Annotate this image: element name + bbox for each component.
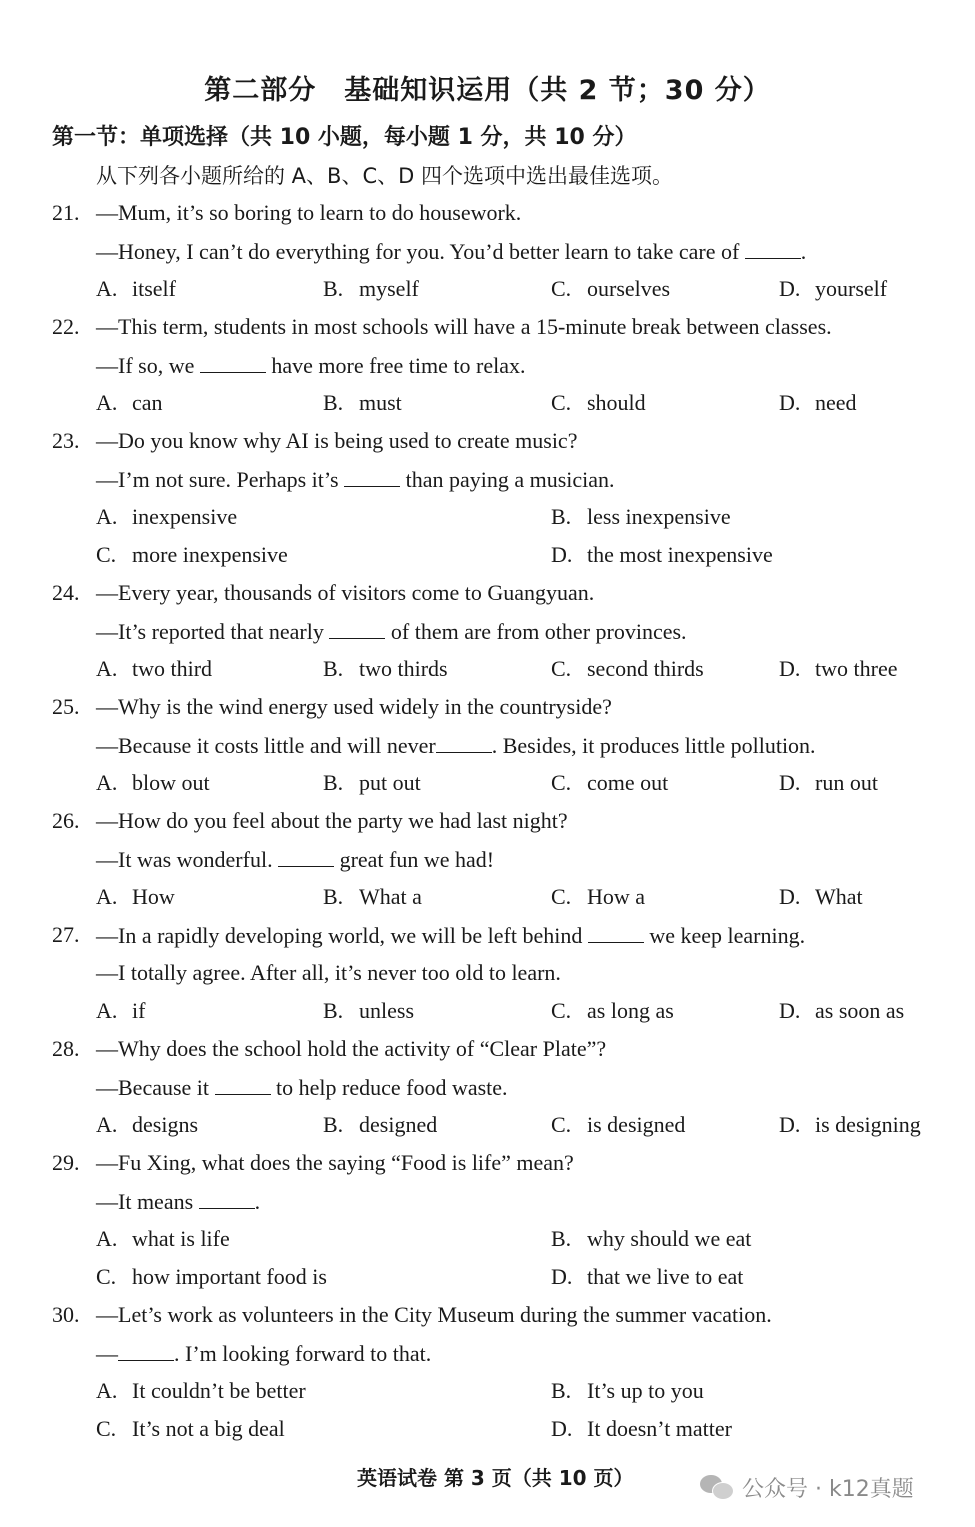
- option-letter: D.: [779, 884, 801, 909]
- dialogue-text: —In a rapidly developing world, we will be left behind: [96, 923, 588, 948]
- option-letter: A.: [96, 998, 118, 1023]
- section-heading: 第一节：单项选择（共 10 小题，每小题 1 分，共 10 分）: [52, 125, 637, 150]
- option-text: yourself: [815, 276, 888, 301]
- option-text: come out: [587, 770, 669, 795]
- answer-blank: [118, 1338, 174, 1361]
- option-letter: A.: [96, 1226, 118, 1251]
- answer-option[interactable]: [551, 502, 731, 532]
- answer-option[interactable]: [779, 882, 863, 912]
- answer-option[interactable]: [551, 996, 674, 1026]
- dialogue-text: —Every year, thousands of visitors come to Guangyuan.: [96, 580, 595, 605]
- watermark: [700, 1470, 914, 1504]
- question-number: 25.: [52, 694, 80, 719]
- option-letter: C.: [551, 884, 572, 909]
- dialogue-line: [96, 464, 615, 495]
- dialogue-line: [96, 426, 577, 456]
- answer-blank: [278, 844, 334, 867]
- option-text: two thirds: [359, 656, 448, 681]
- answer-option[interactable]: [323, 654, 448, 684]
- option-letter: B.: [551, 504, 572, 529]
- answer-option[interactable]: [96, 1376, 306, 1406]
- option-text: itself: [132, 276, 176, 301]
- option-text: How a: [587, 884, 646, 909]
- option-text: two third: [132, 656, 213, 681]
- answer-option[interactable]: [96, 882, 175, 912]
- dialogue-line: [96, 692, 612, 722]
- dialogue-text: . Besides, it produces little pollution.: [491, 733, 816, 758]
- dialogue-text: —Fu Xing, what does the saying “Food is life” mean?: [96, 1150, 574, 1175]
- dialogue-text: have more free time to relax.: [265, 353, 526, 378]
- answer-option[interactable]: [551, 768, 668, 798]
- option-letter: D.: [551, 542, 573, 567]
- option-text: need: [815, 390, 857, 415]
- dialogue-text: —It’s reported that nearly: [96, 619, 330, 644]
- question-number: 27.: [52, 922, 80, 947]
- option-letter: D.: [779, 770, 801, 795]
- answer-option[interactable]: [551, 1414, 732, 1444]
- option-letter: C.: [551, 770, 572, 795]
- dialogue-text: of them are from other provinces.: [385, 619, 687, 644]
- dialogue-line: [96, 616, 687, 647]
- option-letter: C.: [551, 390, 572, 415]
- dialogue-text: .: [254, 1189, 261, 1214]
- option-text: blow out: [132, 770, 210, 795]
- option-text: How: [132, 884, 175, 909]
- option-letter: A.: [96, 1378, 118, 1403]
- answer-option[interactable]: [96, 388, 163, 418]
- option-text: inexpensive: [132, 504, 238, 529]
- dialogue-text: —Why does the school hold the activity of “Clear Plate”?: [96, 1036, 607, 1061]
- dialogue-text: —Mum, it’s so boring to learn to do housework.: [96, 200, 522, 225]
- option-letter: C.: [551, 998, 572, 1023]
- answer-blank: [436, 730, 492, 753]
- page-footer: 英语试卷 第 3 页（共 10 页）: [357, 1466, 634, 1490]
- option-text: more inexpensive: [132, 542, 288, 567]
- answer-option[interactable]: [551, 654, 704, 684]
- option-letter: B.: [323, 276, 344, 301]
- answer-option[interactable]: [96, 274, 176, 304]
- option-letter: A.: [96, 884, 118, 909]
- option-letter: A.: [96, 770, 118, 795]
- option-letter: D.: [779, 1112, 801, 1137]
- option-letter: B.: [323, 390, 344, 415]
- answer-option[interactable]: [779, 274, 887, 304]
- answer-option[interactable]: [551, 1376, 704, 1406]
- answer-option[interactable]: [551, 1110, 685, 1140]
- dialogue-line: [96, 350, 525, 381]
- answer-option[interactable]: [551, 274, 670, 304]
- answer-blank: [745, 236, 801, 259]
- option-text: myself: [359, 276, 419, 301]
- option-letter: C.: [96, 542, 117, 567]
- answer-option[interactable]: [96, 1414, 285, 1444]
- option-letter: A.: [96, 504, 118, 529]
- answer-option[interactable]: [96, 1262, 327, 1292]
- option-text: It’s up to you: [587, 1378, 704, 1403]
- option-text: unless: [359, 998, 414, 1023]
- dialogue-text: —Why is the wind energy used widely in the countryside?: [96, 694, 612, 719]
- option-text: second thirds: [587, 656, 704, 681]
- dialogue-line: [96, 1148, 574, 1178]
- dialogue-line: [96, 920, 805, 951]
- option-letter: D.: [779, 656, 801, 681]
- dialogue-text: great fun we had!: [334, 847, 495, 872]
- question-number: 29.: [52, 1150, 80, 1175]
- option-text: It doesn’t matter: [587, 1416, 732, 1441]
- dialogue-line: [96, 578, 594, 608]
- dialogue-text: —: [96, 1341, 118, 1366]
- option-text: put out: [359, 770, 421, 795]
- answer-option[interactable]: [551, 1262, 743, 1292]
- option-letter: B.: [323, 884, 344, 909]
- dialogue-text: —Let’s work as volunteers in the City Museum during the summer vacation.: [96, 1302, 772, 1327]
- answer-blank: [199, 1186, 255, 1209]
- dialogue-text: —I totally agree. After all, it’s never too old to learn.: [96, 960, 561, 985]
- answer-option[interactable]: [779, 1110, 921, 1140]
- option-text: can: [132, 390, 163, 415]
- dialogue-line: [96, 1338, 431, 1369]
- dialogue-text: . I’m looking forward to that.: [174, 1341, 432, 1366]
- answer-option[interactable]: [551, 1224, 751, 1254]
- question-number: 21.: [52, 200, 80, 225]
- option-letter: C.: [551, 276, 572, 301]
- option-text: the most inexpensive: [587, 542, 773, 567]
- instruction-text: 从下列各小题所给的 A、B、C、D 四个选项中选出最佳选项。: [96, 164, 673, 188]
- option-letter: D.: [551, 1416, 573, 1441]
- answer-option[interactable]: [323, 1110, 437, 1140]
- answer-option[interactable]: [96, 1224, 230, 1254]
- option-text: must: [359, 390, 402, 415]
- option-letter: B.: [551, 1226, 572, 1251]
- answer-option[interactable]: [551, 882, 645, 912]
- question-number: 28.: [52, 1036, 80, 1061]
- question-number: 23.: [52, 428, 80, 453]
- option-letter: B.: [323, 656, 344, 681]
- dialogue-text: —How do you feel about the party we had last night?: [96, 808, 568, 833]
- dialogue-text: —Because it costs little and will never: [96, 733, 436, 758]
- option-text: is designed: [587, 1112, 686, 1137]
- dialogue-line: [96, 958, 561, 988]
- option-text: It couldn’t be better: [132, 1378, 306, 1403]
- option-letter: C.: [551, 656, 572, 681]
- option-text: should: [587, 390, 646, 415]
- option-text: It’s not a big deal: [132, 1416, 285, 1441]
- answer-option[interactable]: [779, 388, 857, 418]
- option-text: is designing: [815, 1112, 921, 1137]
- dialogue-line: [96, 1300, 772, 1330]
- option-letter: A.: [96, 390, 118, 415]
- dialogue-line: [96, 198, 521, 228]
- option-text: as soon as: [815, 998, 905, 1023]
- watermark-text: 公众号 · k12真题: [742, 1476, 914, 1502]
- dialogue-text: than paying a musician.: [400, 467, 615, 492]
- option-letter: A.: [96, 656, 118, 681]
- option-text: why should we eat: [587, 1226, 752, 1251]
- option-text: that we live to eat: [587, 1264, 744, 1289]
- dialogue-text: we keep learning.: [643, 923, 806, 948]
- answer-option[interactable]: [96, 540, 288, 570]
- answer-option[interactable]: [323, 996, 414, 1026]
- dialogue-line: [96, 312, 832, 342]
- question-number: 24.: [52, 580, 80, 605]
- dialogue-text: —It means: [96, 1189, 199, 1214]
- answer-option[interactable]: [323, 388, 402, 418]
- dialogue-text: —Do you know why AI is being used to create music?: [96, 428, 578, 453]
- answer-option[interactable]: [96, 502, 237, 532]
- answer-blank: [588, 920, 644, 943]
- answer-option[interactable]: [96, 768, 210, 798]
- option-letter: B.: [323, 1112, 344, 1137]
- option-text: What a: [359, 884, 422, 909]
- option-letter: B.: [551, 1378, 572, 1403]
- option-letter: C.: [96, 1416, 117, 1441]
- option-letter: D.: [779, 276, 801, 301]
- question-number: 30.: [52, 1302, 80, 1327]
- option-letter: B.: [323, 998, 344, 1023]
- dialogue-text: —This term, students in most schools will have a 15-minute break between classes.: [96, 314, 832, 339]
- option-letter: D.: [551, 1264, 573, 1289]
- wechat-icon: [700, 1473, 734, 1501]
- option-text: how important food is: [132, 1264, 327, 1289]
- answer-option[interactable]: [96, 654, 212, 684]
- option-text: as long as: [587, 998, 674, 1023]
- dialogue-text: —It was wonderful.: [96, 847, 279, 872]
- option-text: if: [132, 998, 146, 1023]
- dialogue-text: —Because it: [96, 1075, 215, 1100]
- option-letter: C.: [551, 1112, 572, 1137]
- question-number: 26.: [52, 808, 80, 833]
- answer-blank: [329, 616, 385, 639]
- dialogue-text: —Honey, I can’t do everything for you. You’d better learn to take care of: [96, 239, 745, 264]
- dialogue-text: —I’m not sure. Perhaps it’s: [96, 467, 345, 492]
- option-text: designs: [132, 1112, 198, 1137]
- answer-blank: [344, 464, 400, 487]
- answer-option[interactable]: [551, 540, 773, 570]
- option-text: run out: [815, 770, 878, 795]
- dialogue-text: .: [800, 239, 807, 264]
- option-text: ourselves: [587, 276, 671, 301]
- answer-option[interactable]: [96, 996, 145, 1026]
- answer-option[interactable]: [779, 768, 878, 798]
- answer-option[interactable]: [96, 1110, 198, 1140]
- answer-option[interactable]: [323, 274, 419, 304]
- option-text: designed: [359, 1112, 438, 1137]
- dialogue-line: [96, 1034, 606, 1064]
- option-letter: A.: [96, 1112, 118, 1137]
- dialogue-line: [96, 730, 816, 761]
- option-letter: A.: [96, 276, 118, 301]
- answer-option[interactable]: [779, 654, 897, 684]
- option-letter: D.: [779, 390, 801, 415]
- answer-blank: [215, 1072, 271, 1095]
- dialogue-line: [96, 1072, 508, 1103]
- answer-blank: [200, 350, 266, 373]
- answer-option[interactable]: [551, 388, 646, 418]
- dialogue-line: [96, 236, 806, 267]
- dialogue-text: —If so, we: [96, 353, 200, 378]
- option-text: two three: [815, 656, 898, 681]
- question-number: 22.: [52, 314, 80, 339]
- answer-option[interactable]: [323, 882, 422, 912]
- answer-option[interactable]: [323, 768, 421, 798]
- dialogue-text: to help reduce food waste.: [270, 1075, 508, 1100]
- dialogue-line: [96, 844, 494, 875]
- option-letter: B.: [323, 770, 344, 795]
- dialogue-line: [96, 1186, 260, 1217]
- option-text: less inexpensive: [587, 504, 731, 529]
- answer-option[interactable]: [779, 996, 904, 1026]
- part-title: 第二部分 基础知识运用（共 2 节；30 分）: [204, 75, 771, 106]
- option-letter: D.: [779, 998, 801, 1023]
- dialogue-line: [96, 806, 568, 836]
- option-letter: C.: [96, 1264, 117, 1289]
- option-text: what is life: [132, 1226, 230, 1251]
- option-text: What: [815, 884, 863, 909]
